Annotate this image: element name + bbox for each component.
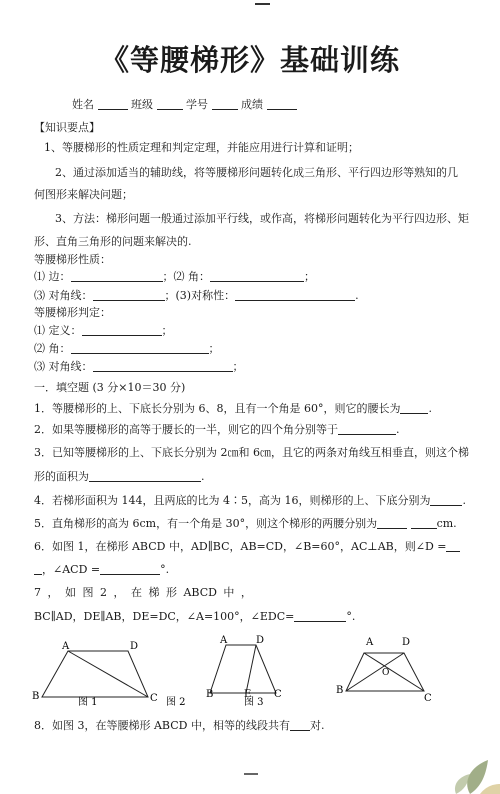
judge-row-3 <box>34 358 244 374</box>
knowledge-point-1: 1、等腰梯形的性质定理和判定定理，并能应用进行计算和证明； <box>44 141 359 154</box>
judge-diagonal-label: ⑶ 对角线： <box>34 360 93 373</box>
fig2-label-e: E <box>244 689 252 700</box>
judge-row1-end: ； <box>161 324 173 337</box>
question-7-blank[interactable] <box>294 610 346 622</box>
top-decoration <box>0 0 500 14</box>
question-8-end: 对. <box>309 719 325 732</box>
question-6-text-b: ，∠ACD = <box>42 563 101 576</box>
id-blank[interactable] <box>212 98 238 110</box>
judge-angle-blank[interactable] <box>71 342 209 354</box>
bottom-decoration <box>0 754 500 794</box>
fig2-label-c: C <box>274 689 282 700</box>
prop-angle-label: ；⑵ 角： <box>162 270 210 283</box>
class-blank[interactable] <box>157 98 183 110</box>
section-heading-fill-blank: 一．填空题 (3 分×10＝30 分) <box>34 381 186 394</box>
question-4-blank[interactable] <box>430 494 462 506</box>
question-6-text: 6．如图 1，在梯形 ABCD 中，AD∥BC，AB=CD，∠B=60°，AC⊥AB，则∠D = <box>34 540 447 553</box>
properties-title: 等腰梯形性质： <box>34 253 111 266</box>
figure-3 <box>336 637 432 704</box>
fig1-caption: 图 1 <box>78 697 98 708</box>
prop-angle-blank[interactable] <box>210 270 304 282</box>
knowledge-point-3a: 3、方法：梯形问题一般通过添加平行线，或作高，将梯形问题转化为平行四边形、矩 <box>55 212 469 225</box>
figures <box>30 635 470 715</box>
judge-angle-label: ⑵ 角： <box>34 342 71 355</box>
name-label: 姓名 <box>72 98 94 111</box>
fig3-label-o: O <box>382 668 390 678</box>
property-row-1 <box>34 268 315 284</box>
fig2-label-b: B <box>206 689 214 700</box>
fig2-label-d: D <box>256 635 265 646</box>
judge-row2-end: ； <box>208 342 220 355</box>
fig1-label-d: D <box>130 641 139 652</box>
knowledge-point-3b: 形、直角三角形的问题来解决的. <box>34 235 192 248</box>
prop-row1-end: ； <box>304 270 315 283</box>
question-3b <box>34 468 205 484</box>
judge-row-2 <box>34 340 220 356</box>
fig2-label-a: A <box>220 635 228 646</box>
question-7-text: BC∥AD，DE∥AB，DE=DC，∠A=100°，∠EDC= <box>34 610 295 623</box>
judge-def-label: ⑴ 定义： <box>34 324 82 337</box>
question-2-end: . <box>396 423 400 436</box>
question-4-text: 4．若梯形面积为 144，且两底的比为 4∶5，高为 16，则梯形的上、下底分别为 <box>34 494 431 507</box>
question-2-blank[interactable] <box>338 423 396 435</box>
property-row-2 <box>34 287 359 303</box>
prop-symmetry-blank[interactable] <box>235 289 355 301</box>
question-6b <box>34 561 169 577</box>
fig2-caption: 图 2 <box>166 697 186 708</box>
fig1-label-b: B <box>32 691 40 702</box>
score-blank[interactable] <box>267 98 297 110</box>
question-1-text: 1．等腰梯形的上、下底长分别为 6、8，且有一个角是 60°，则它的腰长为 <box>34 402 401 415</box>
student-info-row <box>72 96 297 112</box>
question-7-end: °. <box>346 610 356 623</box>
question-8-blank[interactable] <box>290 719 310 731</box>
page-title: 《等腰梯形》基础训练 <box>99 43 400 77</box>
knowledge-point-2b: 何图形来解决问题； <box>34 188 133 201</box>
question-2 <box>34 421 400 437</box>
id-label: 学号 <box>186 98 208 111</box>
prop-side-blank[interactable] <box>71 270 163 282</box>
score-label: 成绩 <box>241 98 263 111</box>
question-5-text: 5．直角梯形的高为 6cm，有一个角是 30°，则这个梯形的两腰分别为 <box>34 517 378 530</box>
question-2-text: 2．如果等腰梯形的高等于腰长的一半，则它的四个角分别等于 <box>34 423 338 436</box>
question-4-end: . <box>462 494 466 507</box>
prop-diagonal-blank[interactable] <box>93 289 165 301</box>
judge-diagonal-blank[interactable] <box>93 360 233 372</box>
fig3-label-b: B <box>336 685 344 696</box>
question-6-blank-1-cont[interactable] <box>34 563 42 575</box>
question-1 <box>34 400 432 416</box>
name-blank[interactable] <box>98 98 128 110</box>
question-5-end: cm. <box>436 517 457 530</box>
fig3-caption-left: 图 3 <box>244 697 264 708</box>
prop-symmetry-label: ；(3)对称性： <box>164 289 236 302</box>
question-5 <box>34 515 457 531</box>
question-3-text: 形的面积为 <box>34 470 89 483</box>
question-6-blank-2[interactable] <box>100 563 160 575</box>
question-6-end: °. <box>160 563 170 576</box>
question-5-blank-1[interactable] <box>377 517 407 529</box>
fig3-label-a: A <box>366 637 374 648</box>
prop-diagonal-label: ⑶ 对角线： <box>34 289 93 302</box>
figure-2 <box>166 635 282 708</box>
question-5-blank-2[interactable] <box>411 517 437 529</box>
knowledge-point-2a: 2、通过添加适当的辅助线，将等腰梯形问题转化成三角形、平行四边形等熟知的几 <box>55 166 458 179</box>
question-3-blank[interactable] <box>89 470 201 482</box>
fig3-label-c: C <box>424 693 432 704</box>
prop-row2-end: . <box>355 289 359 302</box>
leaf-decoration-icon <box>455 760 500 794</box>
fig1-label-a: A <box>62 641 70 652</box>
judge-row3-end: ； <box>232 360 244 373</box>
judge-row-1 <box>34 322 173 338</box>
judge-title: 等腰梯形判定： <box>34 306 111 319</box>
question-6a <box>34 538 460 554</box>
prop-side-label: ⑴ 边： <box>34 270 71 283</box>
question-1-blank[interactable] <box>400 402 428 414</box>
question-8-text: 8．如图 3，在等腰梯形 ABCD 中，相等的线段共有 <box>34 719 290 732</box>
question-7b <box>34 608 355 624</box>
question-7a: 7 ， 如 图 2 ， 在 梯 形 ABCD 中 ， <box>34 586 252 599</box>
figure-1 <box>32 641 158 708</box>
fig1-label-c: C <box>150 693 158 704</box>
question-3a: 3．已知等腰梯形的上、下底长分别为 2㎝和 6㎝，且它的两条对角线互相垂直，则这个梯 <box>34 446 469 459</box>
judge-def-blank[interactable] <box>82 324 162 336</box>
question-8 <box>34 717 324 733</box>
question-6-blank-1[interactable] <box>446 540 460 552</box>
question-1-end: . <box>428 402 432 415</box>
knowledge-heading: 【知识要点】 <box>34 121 100 134</box>
class-label: 班级 <box>131 98 153 111</box>
question-3-end: . <box>201 470 205 483</box>
question-4 <box>34 492 466 508</box>
fig3-label-d: D <box>402 637 411 648</box>
